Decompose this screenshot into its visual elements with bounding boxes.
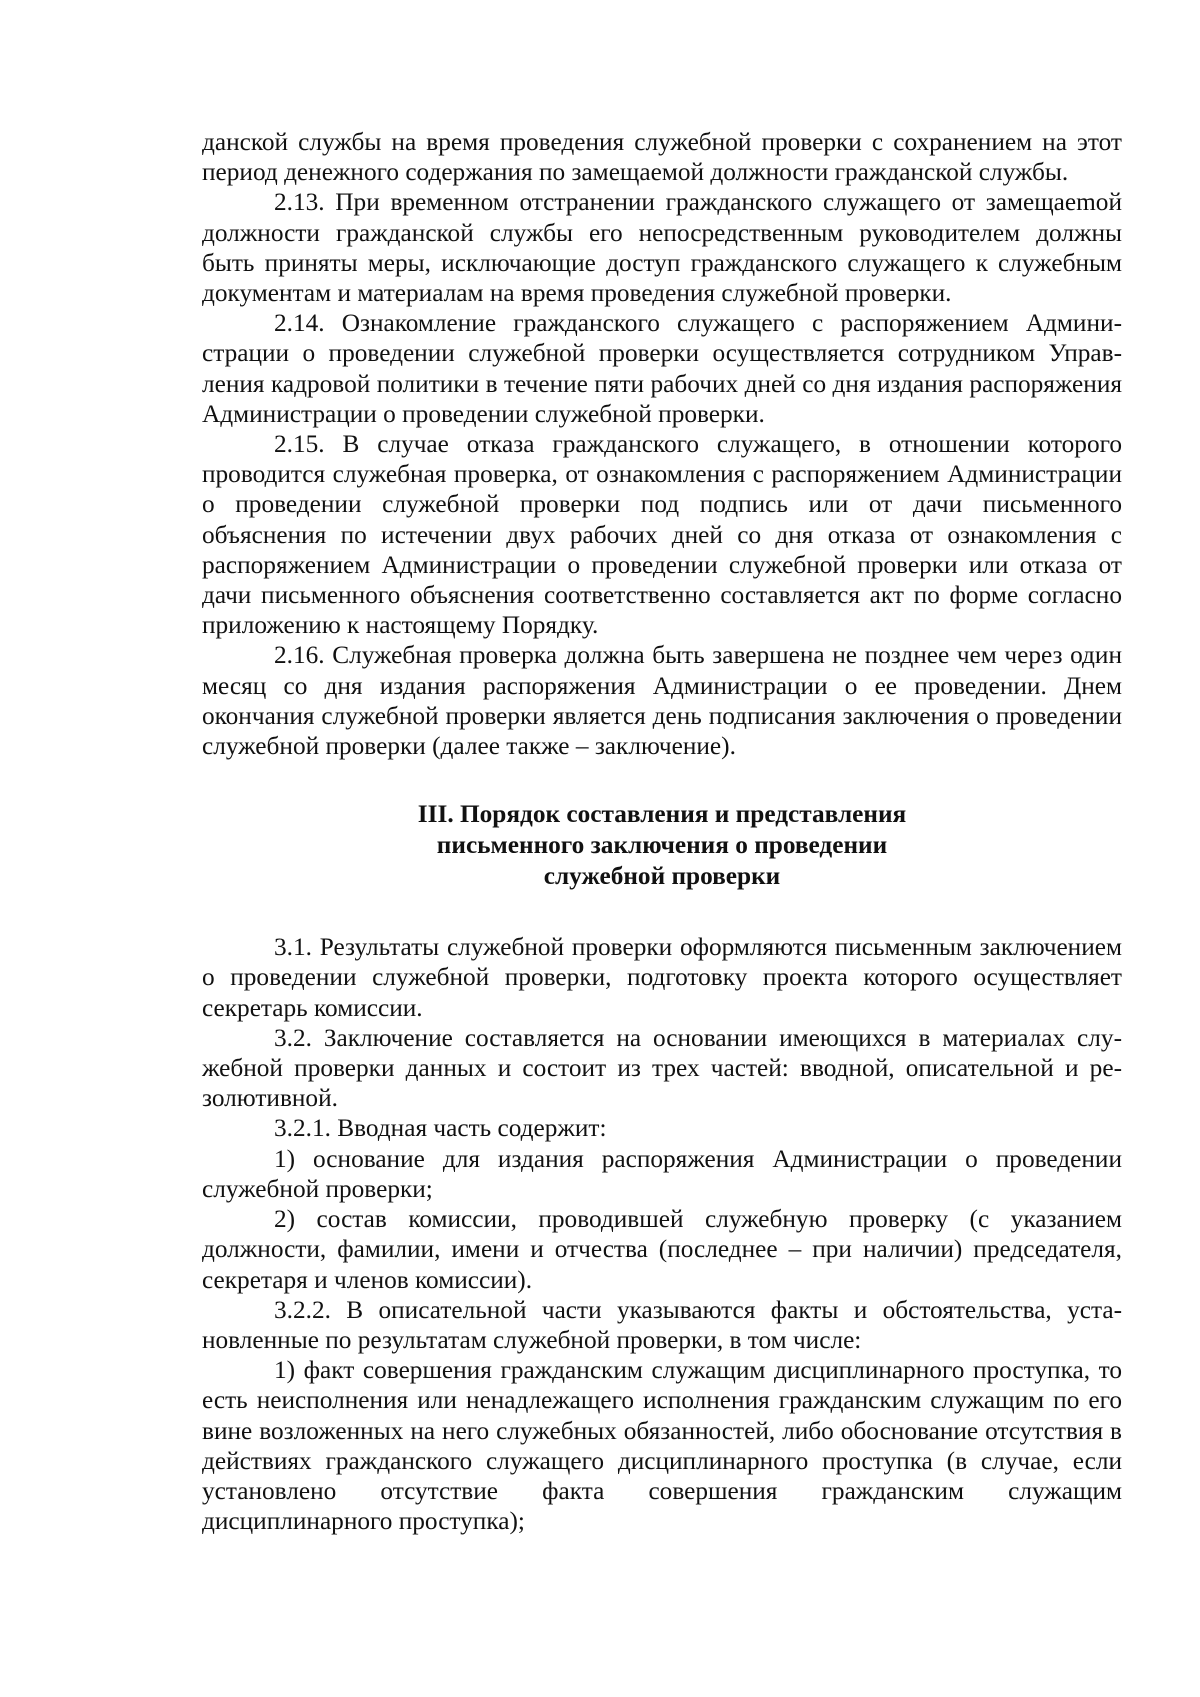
paragraph-3-2: 3.2. Заключение составляется на основании имеющихся в материалах служебной проверки данных и состоит из трех частей: вводной, описательной и резолютивной. (202, 1023, 1122, 1113)
section-heading (202, 799, 1122, 892)
section-heading-line: III. Порядок составления и представления (417, 800, 907, 829)
paragraph-3-1: 3.1. Результаты служебной проверки оформляются письменным заключением о проведении служебной проверки, подготовку проекта которого осуществляет секретарь комиссии. (202, 933, 1122, 1022)
section-heading-line: служебной проверки (543, 862, 781, 891)
paragraph-2-13: 2.13. При временном отстранении гражданского служащего от замещаemой должности гражданской службы его непосредственным руководителем должны быть приняты меры, исключающие доступ гражданского служащего к служебным документам и материалам на время проведения служебной проверки. (202, 188, 1122, 308)
list-item-3-2-2-1: 1) факт совершения гражданским служащим дисциплинарного проступка, то есть неисполнения или ненадлежащего исполнения гражданским служащим по его вине возложенных на него служебных обязанностей, либо обоснование отсутствия в действиях гражданского служащего дисциплинарного проступка (в случае, если установлено отсутствие факта совершения гражданским служащим дисциплинарного проступка); (202, 1356, 1122, 1536)
paragraph-2-15: 2.15. В случае отказа гражданского служащего, в отношении которого проводится служебная проверка, от ознакомления с распоряжением Администрации о проведении служебной проверки под подпись или от дачи письменного объяснения по истечении двух рабочих дней со дня отказа от ознакомления с распоряжением Администрации о проведении служебной проверки или отказа от дачи письменного объяснения соответственно составляется акт по форме согласно приложению к настоящему Порядку. (202, 430, 1122, 640)
paragraph-2-16: 2.16. Служебная проверка должна быть завершена не позднее чем через один месяц со дня издания распоряжения Администрации о ее проведении. Днем окончания служебной проверки является день подписания заключения о проведении служебной проверки (далее также – заключение). (202, 641, 1122, 761)
section-heading-line: письменного заключения о проведении (436, 831, 888, 860)
paragraph-continuation: данской службы на время проведения служебной проверки с сохранением на этот период денежного содержания по замещаемой должности гражданской службы. (202, 128, 1122, 187)
paragraph-2-14: 2.14. Ознакомление гражданского служащего с распоряжением Администрации о проведении служебной проверки осуществляется сотрудником Управления кадровой политики в течение пяти рабочих дней со дня издания распоряжения Администрации о проведении служебной проверки. (202, 309, 1122, 428)
list-item-3-2-1-1: 1) основание для издания распоряжения Администрации о проведении служебной проверки; (202, 1144, 1122, 1203)
document-page (202, 127, 1122, 1536)
paragraph-3-2-1: 3.2.1. Вводная часть содержит: (274, 1114, 607, 1143)
list-item-3-2-1-2: 2) состав комиссии, проводившей служебную проверку (с указанием должности, фамилии, имени и отчества (последнее – при наличии) председателя, секретаря и членов комиссии). (202, 1205, 1122, 1294)
paragraph-3-2-2: 3.2.2. В описательной части указываются факты и обстоятельства, установленные по результатам служебной проверки, в том числе: (202, 1295, 1122, 1354)
